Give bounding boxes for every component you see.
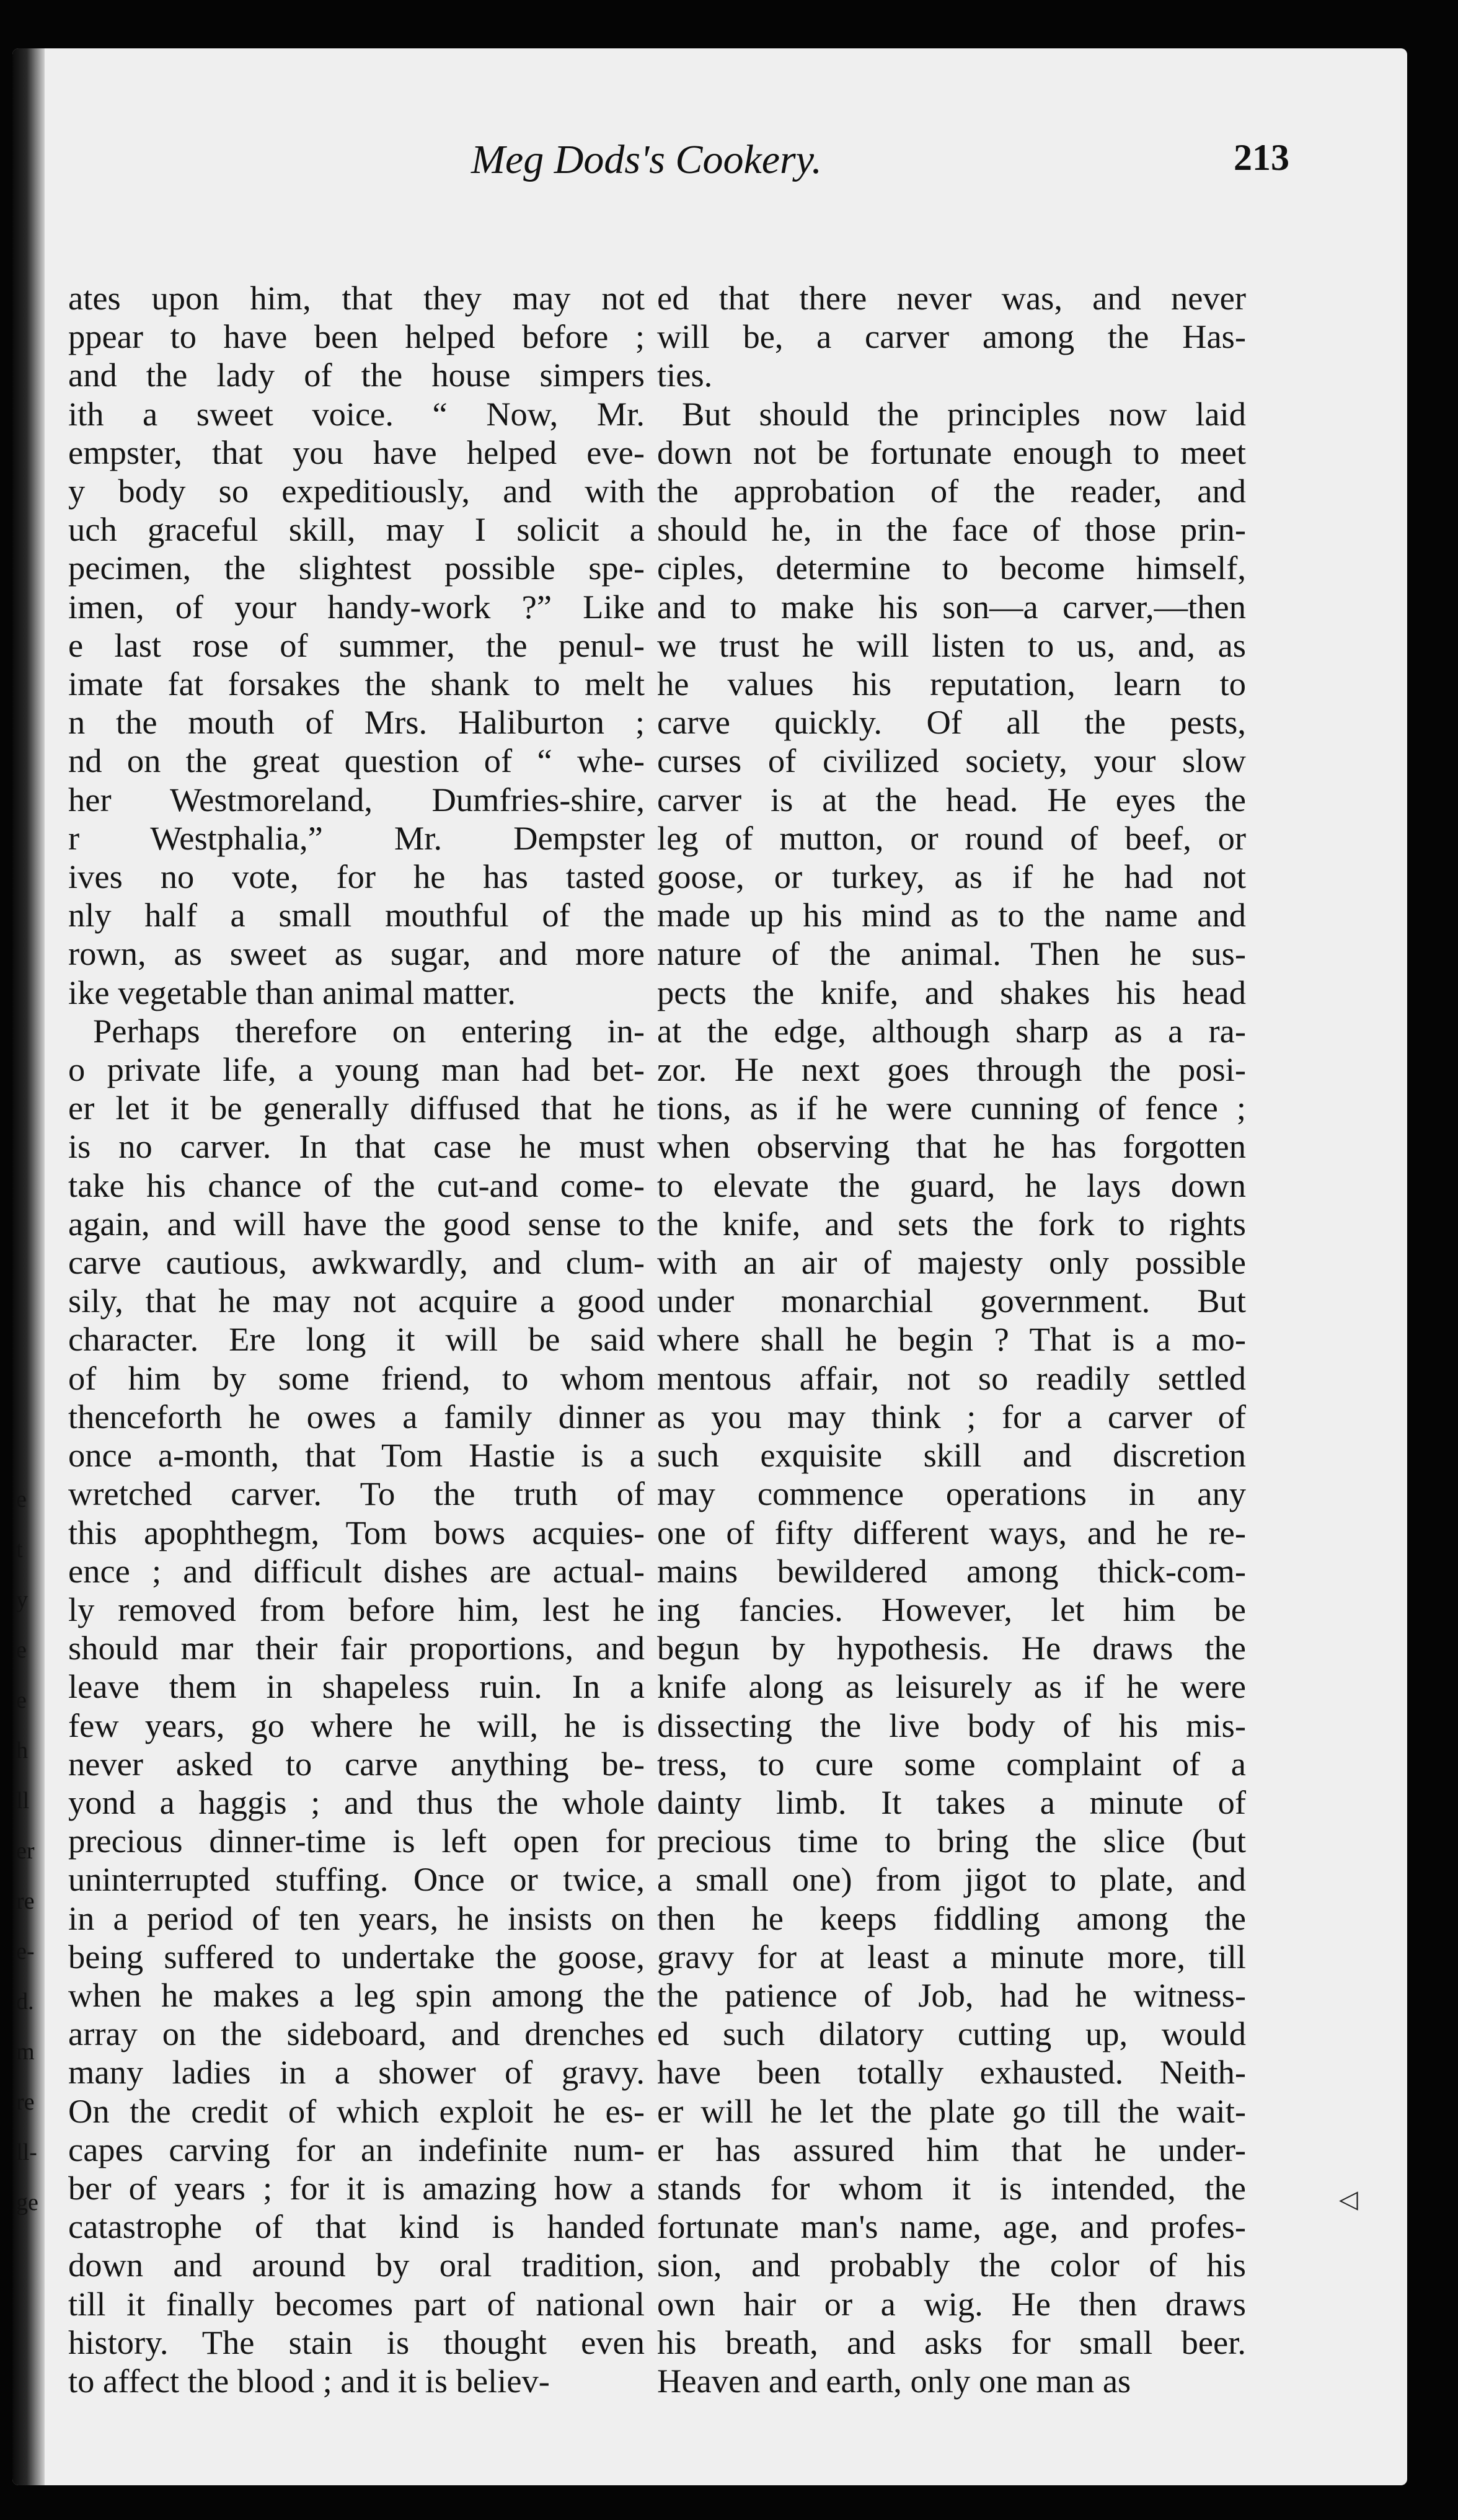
left-column-line: rown, as sweet as sugar, and more	[68, 934, 645, 973]
left-column-line: down and around by oral tradition,	[68, 2246, 645, 2284]
right-column-line: But should the principles now laid	[682, 394, 1246, 433]
left-column-line: carve cautious, awkwardly, and clum-	[68, 1243, 645, 1282]
left-column-line: once a-month, that Tom Hastie is a	[68, 1436, 645, 1475]
left-column-line: e last rose of summer, the penul-	[68, 626, 645, 664]
page-number: 213	[1234, 137, 1289, 178]
right-column-line: when observing that he has forgotten	[657, 1127, 1246, 1166]
left-column-line: ber of years ; for it is amazing how a	[68, 2168, 645, 2207]
running-title: Meg Dods's Cookery.	[471, 137, 822, 182]
left-column-line: this apophthegm, Tom bows acquies-	[68, 1513, 645, 1551]
left-column-line: in a period of ten years, he insists on	[68, 1899, 645, 1937]
left-column-line: few years, go where he will, he is	[68, 1706, 645, 1744]
margin-mark: ◁	[1339, 2185, 1358, 2213]
edge-letter: er	[16, 1838, 35, 1864]
left-column-line: r Westphalia,” Mr. Dempster	[68, 819, 645, 857]
right-column-line: begun by hypothesis. He draws the	[657, 1629, 1246, 1667]
right-column-line: mains bewildered among thick-com-	[657, 1551, 1246, 1590]
right-column-line: Heaven and earth, only one man as	[657, 2361, 1131, 2400]
right-column-line: then he keeps fiddling among the	[657, 1899, 1246, 1937]
left-column-line: o private life, a young man had bet-	[68, 1050, 645, 1089]
facing-page-edge-letters	[16, 1475, 41, 2228]
left-column-line: ence ; and difficult dishes are actual-	[68, 1551, 645, 1590]
left-column-line: imen, of your handy-work ?” Like	[68, 587, 645, 626]
edge-letter: e	[16, 1486, 27, 1512]
right-column-line: pects the knife, and shakes his head	[657, 973, 1246, 1011]
left-column-line: sily, that he may not acquire a good	[68, 1282, 645, 1320]
right-column-line: tions, as if he were cunning of fence ;	[657, 1089, 1246, 1127]
right-column-line: gravy for at least a minute more, till	[657, 1937, 1246, 1976]
left-column-line: ppear to have been helped before ;	[68, 317, 645, 356]
left-column-line: history. The stain is thought even	[68, 2323, 645, 2361]
edge-letter: e	[16, 1637, 27, 1663]
right-column-line: mentous affair, not so readily settled	[657, 1359, 1246, 1397]
left-column-line: uninterrupted stuffing. Once or twice,	[68, 1860, 645, 1899]
right-column-line: zor. He next goes through the posi-	[657, 1050, 1246, 1089]
left-column-line: yond a haggis ; and thus the whole	[68, 1783, 645, 1821]
edge-letter: d.	[16, 1989, 34, 2015]
right-column-line: own hair or a wig. He then draws	[657, 2284, 1246, 2323]
right-column-line: will be, a carver among the Has-	[657, 317, 1246, 356]
right-column-line: fortunate man's name, age, and profes-	[657, 2207, 1246, 2246]
right-column-line: precious time to bring the slice (but	[657, 1822, 1246, 1860]
left-column-line: On the credit of which exploit he es-	[68, 2092, 645, 2130]
left-column-line: capes carving for an indefinite num-	[68, 2130, 645, 2168]
left-column-line: y body so expeditiously, and with	[68, 472, 645, 510]
left-column-line: uch graceful skill, may I solicit a	[68, 510, 645, 549]
left-column-line: of him by some friend, to whom	[68, 1359, 645, 1397]
right-column-line: knife along as leisurely as if he were	[657, 1667, 1246, 1706]
right-column-line: ed such dilatory cutting up, would	[657, 2015, 1246, 2053]
right-column-line: ciples, determine to become himself,	[657, 549, 1246, 587]
right-column-line: leg of mutton, or round of beef, or	[657, 819, 1246, 857]
right-column-line: where shall he begin ? That is a mo-	[657, 1320, 1246, 1359]
edge-letter: ge	[16, 2189, 38, 2216]
right-column-line: should he, in the face of those prin-	[657, 510, 1246, 549]
left-column-line: should mar their fair proportions, and	[68, 1629, 645, 1667]
right-column-line: the knife, and sets the fork to rights	[657, 1204, 1246, 1243]
right-column-line: at the edge, although sharp as a ra-	[657, 1011, 1246, 1050]
right-column-line: carver is at the head. He eyes the	[657, 780, 1246, 819]
left-column-line: never asked to carve anything be-	[68, 1744, 645, 1783]
right-column-line: sion, and probably the color of his	[657, 2246, 1246, 2284]
left-column-line: take his chance of the cut-and come-	[68, 1166, 645, 1204]
right-column-line: as you may think ; for a carver of	[657, 1397, 1246, 1435]
left-column-line: when he makes a leg spin among the	[68, 1976, 645, 2014]
edge-letter: re	[16, 1888, 35, 1914]
edge-letter: e	[16, 1687, 27, 1713]
right-column-line: dissecting the live body of his mis-	[657, 1706, 1246, 1744]
left-column-line: precious dinner-time is left open for	[68, 1822, 645, 1860]
left-column-line: thenceforth he owes a family dinner	[68, 1397, 645, 1435]
left-column-line: many ladies in a shower of gravy.	[68, 2053, 645, 2092]
left-column-line: nd on the great question of “ whe-	[68, 742, 645, 780]
left-column-line: ith a sweet voice. “ Now, Mr.	[68, 394, 645, 433]
left-column-line: pecimen, the slightest possible spe-	[68, 549, 645, 587]
left-column-line: again, and will have the good sense to	[68, 1204, 645, 1243]
right-column-line: ties.	[657, 356, 713, 394]
right-column-line: his breath, and asks for small beer.	[657, 2323, 1246, 2361]
page-header	[471, 136, 1289, 196]
left-column-line: empster, that you have helped eve-	[68, 433, 645, 471]
right-column-line: dainty limb. It takes a minute of	[657, 1783, 1246, 1821]
left-column-line: ly removed from before him, lest he	[68, 1590, 645, 1628]
right-column-line: a small one) from jigot to plate, and	[657, 1860, 1246, 1899]
right-column-line: such exquisite skill and discretion	[657, 1436, 1246, 1475]
right-column-line: tress, to cure some complaint of a	[657, 1744, 1246, 1783]
edge-letter: h	[16, 1737, 28, 1764]
right-column-line: ed that there never was, and never	[657, 279, 1246, 317]
right-column-line: have been totally exhausted. Neith-	[657, 2053, 1246, 2092]
left-column-line: her Westmoreland, Dumfries-shire,	[68, 780, 645, 819]
left-column-line: nly half a small mouthful of the	[68, 896, 645, 934]
right-column-line: under monarchial government. But	[657, 1282, 1246, 1320]
right-column-line: to elevate the guard, he lays down	[657, 1166, 1246, 1204]
edge-letter: ll-	[16, 2139, 37, 2165]
right-column-line: nature of the animal. Then he sus-	[657, 934, 1246, 973]
right-column-line: with an air of majesty only possible	[657, 1243, 1246, 1282]
left-column-line: being suffered to undertake the goose,	[68, 1937, 645, 1976]
right-column-line: one of fifty different ways, and he re-	[657, 1513, 1246, 1551]
right-column-line: curses of civilized society, your slow	[657, 742, 1246, 780]
left-column-line: till it finally becomes part of national	[68, 2284, 645, 2323]
edge-letter: y	[16, 1587, 28, 1613]
book-page	[12, 48, 1407, 2485]
left-column-line: er let it be generally diffused that he	[68, 1089, 645, 1127]
right-column-line: made up his mind as to the name and	[657, 896, 1246, 934]
left-column-line: wretched carver. To the truth of	[68, 1475, 645, 1513]
left-column-line: ives no vote, for he has tasted	[68, 858, 645, 896]
left-column-line: leave them in shapeless ruin. In a	[68, 1667, 645, 1706]
right-column-line: and to make his son—a carver,—then	[657, 587, 1246, 626]
right-column-line: goose, or turkey, as if he had not	[657, 858, 1246, 896]
edge-letter: ll	[16, 1788, 30, 1814]
right-column-line: the patience of Job, had he witness-	[657, 1976, 1246, 2014]
left-column-line: ike vegetable than animal matter.	[68, 973, 516, 1011]
edge-letter: e-	[16, 1938, 35, 1964]
right-text-column	[657, 279, 1246, 2400]
right-column-line: carve quickly. Of all the pests,	[657, 703, 1246, 742]
left-column-line: n the mouth of Mrs. Haliburton ;	[68, 703, 645, 742]
edge-letter: re	[16, 2089, 35, 2115]
right-column-line: ing fancies. However, let him be	[657, 1590, 1246, 1628]
left-column-line: is no carver. In that case he must	[68, 1127, 645, 1166]
left-column-line: character. Ere long it will be said	[68, 1320, 645, 1359]
left-column-line: to affect the blood ; and it is believ-	[68, 2361, 550, 2400]
left-text-column	[68, 279, 645, 2400]
left-column-line: imate fat forsakes the shank to melt	[68, 665, 645, 703]
right-column-line: stands for whom it is intended, the	[657, 2168, 1246, 2207]
right-column-line: er will he let the plate go till the wait-	[657, 2092, 1246, 2130]
left-column-line: catastrophe of that kind is handed	[68, 2207, 645, 2246]
right-column-line: down not be fortunate enough to meet	[657, 433, 1246, 471]
edge-letter: t	[16, 1537, 23, 1563]
right-column-line: er has assured him that he under-	[657, 2130, 1246, 2168]
right-column-line: we trust he will listen to us, and, as	[657, 626, 1246, 664]
right-column-line: may commence operations in any	[657, 1475, 1246, 1513]
right-column-line: he values his reputation, learn to	[657, 665, 1246, 703]
right-column-line: the approbation of the reader, and	[657, 472, 1246, 510]
left-column-line: and the lady of the house simpers	[68, 356, 645, 394]
left-column-line: ates upon him, that they may not	[68, 279, 645, 317]
left-column-line: Perhaps therefore on entering in-	[93, 1011, 645, 1050]
left-column-line: array on the sideboard, and drenches	[68, 2015, 645, 2053]
edge-letter: m	[16, 2039, 35, 2065]
